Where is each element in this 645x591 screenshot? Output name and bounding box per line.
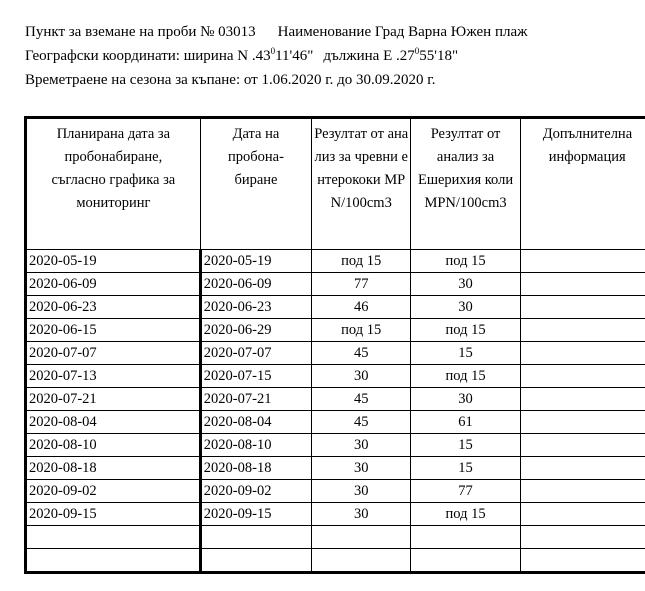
ecoli-cell — [411, 549, 520, 573]
additional-info-cell — [520, 480, 645, 503]
enterococci-cell: 30 — [312, 480, 411, 503]
enterococci-cell: 45 — [312, 342, 411, 365]
ecoli-cell: 30 — [411, 273, 520, 296]
ecoli-cell: 15 — [411, 457, 520, 480]
ecoli-cell: 77 — [411, 480, 520, 503]
additional-info-cell — [520, 250, 645, 273]
enterococci-cell: 45 — [312, 411, 411, 434]
table-row — [26, 480, 645, 503]
ecoli-cell — [411, 526, 520, 549]
table-row — [26, 503, 645, 526]
enterococci-cell: 30 — [312, 457, 411, 480]
enterococci-cell — [312, 549, 411, 573]
table-row — [26, 319, 645, 342]
header-line-3 — [25, 68, 527, 92]
latitude-degree: 0 — [270, 46, 276, 56]
sampling-date-cell: 2020-06-29 — [200, 319, 311, 342]
sampling-date-cell — [200, 549, 311, 573]
additional-info-cell — [520, 296, 645, 319]
additional-info-cell — [520, 342, 645, 365]
table-row — [26, 411, 645, 434]
table-row — [26, 388, 645, 411]
longitude-value: 55'18" — [419, 48, 459, 64]
additional-info-cell — [520, 434, 645, 457]
ecoli-cell: под 15 — [411, 319, 520, 342]
planned-date-cell: 2020-07-13 — [26, 365, 201, 388]
enterococci-cell: под 15 — [312, 250, 411, 273]
ecoli-cell: под 15 — [411, 250, 520, 273]
ecoli-cell: 15 — [411, 342, 520, 365]
enterococci-cell: 30 — [312, 503, 411, 526]
enterococci-cell: 45 — [312, 388, 411, 411]
sampling-date-cell: 2020-05-19 — [200, 250, 311, 273]
additional-info-cell — [520, 273, 645, 296]
additional-info-cell — [520, 526, 645, 549]
additional-info-cell — [520, 457, 645, 480]
enterococci-cell — [312, 526, 411, 549]
enterococci-cell: 77 — [312, 273, 411, 296]
sampling-date-cell: 2020-08-18 — [200, 457, 311, 480]
column-header-additional-info — [520, 118, 645, 250]
additional-info-cell — [520, 388, 645, 411]
column-header-planned-date: Планирана дата за пробонабиране, съгласно графика за мониторинг — [26, 118, 201, 250]
longitude-label: дължина E .27 — [323, 48, 415, 64]
table-row — [26, 250, 645, 273]
planned-date-cell — [26, 526, 201, 549]
sampling-date-cell — [200, 526, 311, 549]
sampling-date-cell: 2020-09-15 — [200, 503, 311, 526]
planned-date-cell: 2020-08-18 — [26, 457, 201, 480]
planned-date-cell: 2020-09-02 — [26, 480, 201, 503]
sampling-date-cell: 2020-07-21 — [200, 388, 311, 411]
additional-info-cell — [520, 365, 645, 388]
sampling-date-cell: 2020-08-10 — [200, 434, 311, 457]
longitude-degree: 0 — [414, 46, 420, 56]
sampling-date-cell: 2020-06-23 — [200, 296, 311, 319]
enterococci-cell: 30 — [312, 365, 411, 388]
table-row — [26, 434, 645, 457]
latitude-label: Географски координати: ширина N .43 — [25, 48, 271, 64]
ecoli-cell: 30 — [411, 388, 520, 411]
planned-date-cell: 2020-05-19 — [26, 250, 201, 273]
enterococci-cell: 46 — [312, 296, 411, 319]
column-header-enterococci: Резултат от анализ за чревни ентерококи MPN/100cm3 — [312, 118, 411, 250]
ecoli-cell: под 15 — [411, 503, 520, 526]
enterococci-cell: 30 — [312, 434, 411, 457]
planned-date-cell: 2020-06-09 — [26, 273, 201, 296]
latitude-value: 11'46" — [275, 48, 314, 64]
sampling-date-cell: 2020-07-07 — [200, 342, 311, 365]
planned-date-cell: 2020-08-10 — [26, 434, 201, 457]
planned-date-cell — [26, 549, 201, 573]
table-row — [26, 273, 645, 296]
planned-date-cell: 2020-09-15 — [26, 503, 201, 526]
column-header-ecoli: Резултат от анализ за Ешерихия коли MPN/100cm3 — [411, 118, 520, 250]
sampling-date-cell: 2020-07-15 — [200, 365, 311, 388]
table-header-row — [26, 118, 645, 250]
additional-info-cell — [520, 503, 645, 526]
additional-info-cell — [520, 319, 645, 342]
planned-date-cell: 2020-08-04 — [26, 411, 201, 434]
additional-info-label: Допълнителна информация — [542, 126, 633, 165]
table-row — [26, 365, 645, 388]
document-header — [25, 20, 527, 92]
planned-date-cell: 2020-07-07 — [26, 342, 201, 365]
additional-info-cell — [520, 411, 645, 434]
table-row — [26, 342, 645, 365]
sampling-point: Пункт за вземане на проби № 03013 — [25, 24, 256, 40]
season-duration: Времетраене на сезона за къпане: от 1.06.2020 г. до 30.09.2020 г. — [25, 72, 436, 88]
additional-info-cell — [520, 549, 645, 573]
sampling-date-cell: 2020-08-04 — [200, 411, 311, 434]
sampling-date-cell: 2020-09-02 — [200, 480, 311, 503]
table-row — [26, 526, 645, 549]
table-row — [26, 549, 645, 573]
table-row — [26, 296, 645, 319]
table-body — [26, 250, 645, 573]
planned-date-cell: 2020-06-23 — [26, 296, 201, 319]
planned-date-cell: 2020-07-21 — [26, 388, 201, 411]
column-header-sampling-date: Дата на пробона-биране — [200, 118, 311, 250]
header-line-1 — [25, 20, 527, 44]
ecoli-cell: 30 — [411, 296, 520, 319]
sampling-date-cell: 2020-06-09 — [200, 273, 311, 296]
location-name: Наименование Град Варна Южен плаж — [277, 24, 528, 40]
enterococci-cell: под 15 — [312, 319, 411, 342]
ecoli-cell: под 15 — [411, 365, 520, 388]
results-table — [24, 116, 645, 574]
table-row — [26, 457, 645, 480]
header-line-2 — [25, 44, 527, 68]
ecoli-cell: 15 — [411, 434, 520, 457]
ecoli-cell: 61 — [411, 411, 520, 434]
planned-date-cell: 2020-06-15 — [26, 319, 201, 342]
